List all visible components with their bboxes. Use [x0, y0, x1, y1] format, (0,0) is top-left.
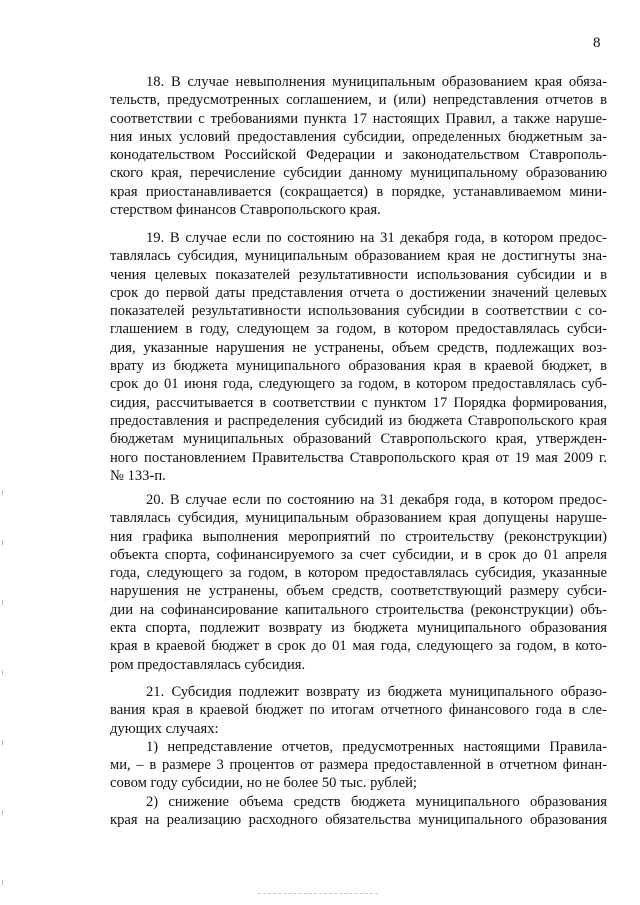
list-item: 2) снижение объема средств бюджета муниципального образования [146, 793, 607, 810]
text-line: дии на софинансирование капитального строительства (реконструкции) объ- [110, 601, 607, 618]
scan-bottom-mark [258, 893, 378, 895]
text-line: врату из бюджета муниципального образования края в краевой бюджет, в [110, 358, 607, 375]
text-line: тельств, предусмотренных соглашением, и (или) непредставления отчетов в [110, 92, 607, 109]
text-line: объекта спорта, софинансируемого за счет субсидии, и в срок до 01 апреля [110, 546, 607, 563]
paragraph-18 [110, 73, 607, 219]
text-line: ния иных условий предоставления субсидии, определенных бюджетным за- [110, 128, 607, 145]
paragraph-20 [110, 491, 607, 674]
text-line: 19. В случае если по состоянию на 31 декабря года, в котором предос- [146, 230, 607, 246]
paragraph-21 [110, 683, 607, 829]
text-line: нарушения не устранены, объем средств, соответствующий размеру субси- [110, 583, 607, 600]
text-line: тавлялась субсидия, муниципальным образованием края не достигнуты зна- [110, 248, 607, 265]
text-line: показателей результативности использования субсидии в соответствии с со- [110, 303, 607, 320]
list-item: 1) непредставление отчетов, предусмотренных настоящими Правила- [146, 738, 607, 755]
text-line: чения целевых показателей результативности использования субсидии и в [110, 266, 607, 283]
text-line: предоставления и распределения субсидий из бюджета Ставропольского края [110, 412, 607, 429]
text-line: ного постановлением Правительства Ставропольского края от 19 мая 2009 г. [110, 449, 607, 466]
paragraph-19 [110, 229, 607, 485]
text-line: бюджетам муниципальных образований Ставропольского края, утвержден- [110, 431, 607, 448]
text-line: дия, указанные нарушения не устранены, объем средств, подлежащих воз- [110, 339, 607, 356]
text-line: соответствии с требованиями пункта 17 настоящих Правил, а также наруше- [110, 110, 607, 127]
text-line: екта спорта, подлежит возврату из бюджета муниципального образования [110, 620, 607, 637]
text-line: срок до 01 июня года, следующего за годом, в котором предоставлялась суб- [110, 376, 607, 393]
text-line: края приостанавливается (сокращается) в порядке, устанавливаемом мини- [110, 183, 607, 200]
text-line: вания края в краевой бюджет по итогам отчетного финансового года в сле- [110, 702, 607, 719]
text-line: стерством финансов Ставропольского края. [110, 202, 381, 219]
text-line: ми, – в размере 3 процентов от размера предоставленной в отчетном финан- [110, 757, 607, 774]
text-line: года, следующего за годом, в котором предоставлялась субсидия, указанные [110, 565, 607, 582]
text-line: дующих случаях: [110, 720, 219, 737]
text-line: совом году субсидии, но не более 50 тыс. рублей; [110, 775, 417, 792]
text-line: срок до первой даты представления отчета о достижении значений целевых [110, 284, 607, 301]
text-line: глашением в году, следующем за годом, в котором предоставлялась субси- [110, 321, 607, 338]
text-line: ром предоставлялась субсидия. [110, 656, 306, 673]
text-line: края на реализацию расходного обязательства муниципального образования [110, 812, 607, 829]
text-line: 21. Субсидия подлежит возврату из бюджета муниципального образо- [146, 684, 607, 700]
text-line: конодательством Российской Федерации и законодательством Ставрополь- [110, 147, 607, 164]
scan-edge-marks [0, 480, 6, 900]
page-number: 8 [593, 35, 601, 51]
text-line: ния графика выполнения мероприятий по строительству (реконструкции) [110, 528, 607, 545]
text-line: № 133-п. [110, 467, 166, 484]
text-line: тавлялась субсидия, муниципальным образованием края допущены наруше- [110, 510, 607, 527]
text-line: сидия, рассчитывается в соответствии с пунктом 17 Порядка формирования, [110, 394, 607, 411]
text-line: 18. В случае невыполнения муниципальным образованием края обяза- [146, 74, 607, 90]
text-line: края в краевой бюджет в срок до 01 мая года, следующего за годом, в кото- [110, 638, 607, 655]
text-line: 20. В случае если по состоянию на 31 декабря года, в котором предос- [146, 492, 607, 508]
text-line: ского края, перечисление субсидии данному муниципальному образованию [110, 165, 607, 182]
